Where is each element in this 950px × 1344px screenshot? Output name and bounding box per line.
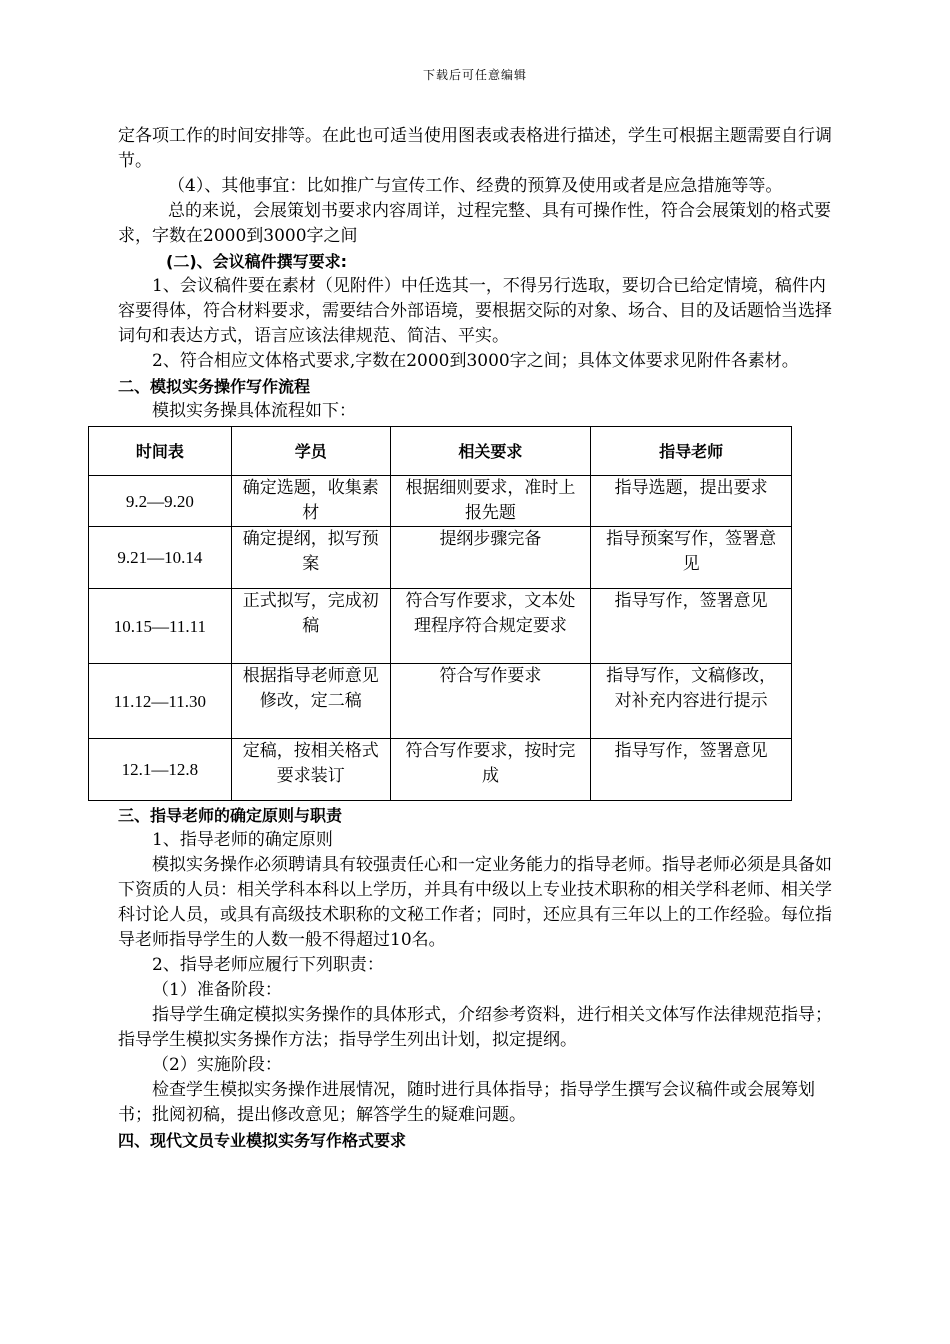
table-cell: 根据细则要求，准时上报先题 xyxy=(390,476,591,527)
table-cell: 确定提纲，拟写预案 xyxy=(231,527,390,589)
column-header: 时间表 xyxy=(89,427,232,476)
table-cell: 正式拟写，完成初稿 xyxy=(231,589,390,664)
column-header: 指导老师 xyxy=(591,427,792,476)
table-cell: 10.15—11.11 xyxy=(89,589,232,664)
paragraph: 总的来说，会展策划书要求内容周详，过程完整、具有可操作性，符合会展策划的格式要求，字数在2000到3000字之间 xyxy=(118,201,831,246)
table-row xyxy=(89,476,792,527)
paragraph: 模拟实务操作必须聘请具有较强责任心和一定业务能力的指导老师。指导老师必须是具备如下资质的人员：相关学科本科以上学历，并具有中级以上专业技术职称的相关学科老师、相关学科讨论人员，或具有高级技术职称的文秘工作者；同时，还应具有三年以上的工作经验。每位指导老师指导学生的人数一般不得超过10名。 xyxy=(118,855,832,950)
subsection-heading: (二)、会议稿件撰写要求: xyxy=(166,252,348,271)
column-header: 学员 xyxy=(231,427,390,476)
table-row xyxy=(89,589,792,664)
paragraph: 指导学生确定模拟实务操作的具体形式，介绍参考资料，进行相关文体写作法律规范指导；指导学生模拟实务操作方法；指导学生列出计划，拟定提纲。 xyxy=(118,1005,832,1050)
table-cell: 12.1—12.8 xyxy=(89,739,232,801)
table-cell: 确定选题，收集素材 xyxy=(231,476,390,527)
table-cell: 指导写作，文稿修改，对补充内容进行提示 xyxy=(591,664,792,739)
column-header: 相关要求 xyxy=(390,427,591,476)
paragraph: （2）实施阶段： xyxy=(152,1055,282,1075)
table-cell: 符合写作要求，文本处理程序符合规定要求 xyxy=(390,589,591,664)
table-cell: 符合写作要求 xyxy=(390,664,591,739)
section-heading: 四、现代文员专业模拟实务写作格式要求 xyxy=(118,1131,407,1150)
table-cell: 符合写作要求，按时完成 xyxy=(390,739,591,801)
section-heading: 三、指导老师的确定原则与职责 xyxy=(118,806,343,825)
table-cell: 11.12—11.30 xyxy=(89,664,232,739)
schedule-table xyxy=(88,426,792,801)
paragraph: 2、符合相应文体格式要求,字数在2000到3000字之间；具体文体要求见附件各素材。 xyxy=(152,351,799,371)
paragraph: 定各项工作的时间安排等。在此也可适当使用图表或表格进行描述，学生可根据主题需要自行调节。 xyxy=(118,126,832,171)
table-cell: 9.21—10.14 xyxy=(89,527,232,589)
table-cell: 指导选题，提出要求 xyxy=(591,476,792,527)
paragraph: 检查学生模拟实务操作进展情况，随时进行具体指导；指导学生撰写会议稿件或会展筹划书；批阅初稿，提出修改意见；解答学生的疑难问题。 xyxy=(118,1080,815,1125)
paragraph: （4）、其他事宜：比如推广与宣传工作、经费的预算及使用或者是应急措施等等。 xyxy=(168,176,783,196)
table-row xyxy=(89,527,792,589)
paragraph: （1）准备阶段： xyxy=(152,980,282,1000)
table-cell: 定稿，按相关格式要求装订 xyxy=(231,739,390,801)
table-cell: 指导预案写作，签署意见 xyxy=(591,527,792,589)
table-row xyxy=(89,664,792,739)
table-cell: 指导写作，签署意见 xyxy=(591,739,792,801)
table-row xyxy=(89,739,792,801)
document-body xyxy=(113,124,838,1153)
table-cell: 9.2—9.20 xyxy=(89,476,232,527)
paragraph: 1、指导老师的确定原则 xyxy=(152,830,333,850)
section-heading: 二、模拟实务操作写作流程 xyxy=(118,377,311,396)
table-header-row xyxy=(89,427,792,476)
table-cell: 提纲步骤完备 xyxy=(390,527,591,589)
table-cell: 根据指导老师意见修改，定二稿 xyxy=(231,664,390,739)
page-header: 下载后可任意编辑 xyxy=(422,68,527,82)
paragraph: 模拟实务操具体流程如下： xyxy=(152,401,356,421)
paragraph: 1、会议稿件要在素材（见附件）中任选其一，不得另行选取，要切合已给定情境，稿件内容要得体，符合材料要求，需要结合外部语境，要根据交际的对象、场合、目的及话题恰当选择词句和表达方式，语言应该法律规范、简洁、平实。 xyxy=(118,276,832,346)
table-cell: 指导写作，签署意见 xyxy=(591,589,792,664)
paragraph: 2、指导老师应履行下列职责： xyxy=(152,955,384,975)
